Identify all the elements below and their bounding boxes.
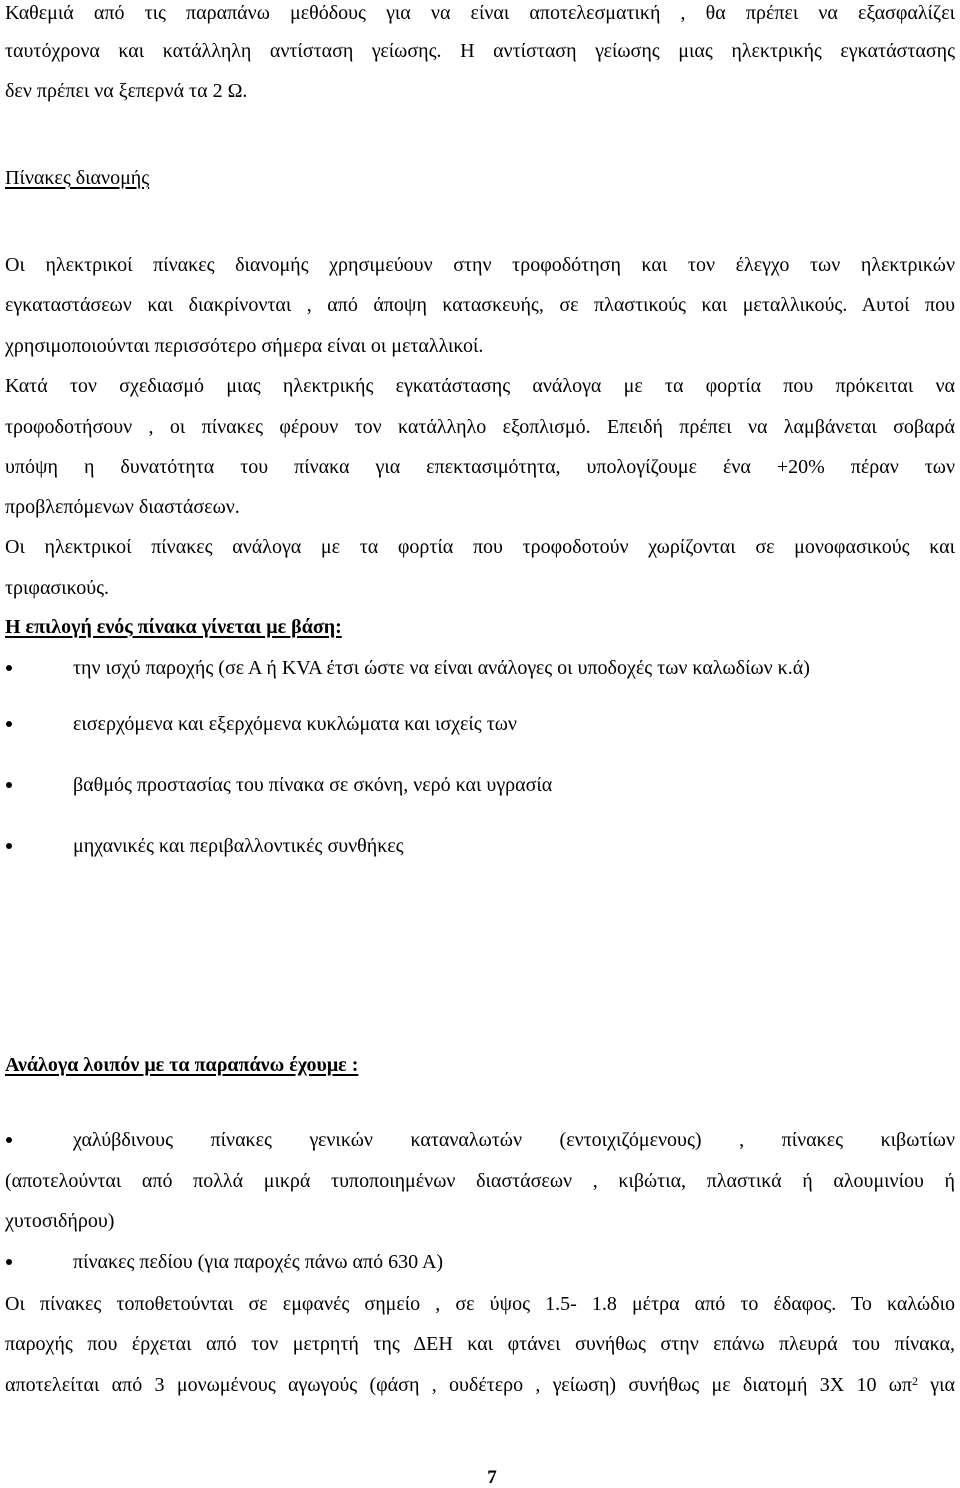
criteria-item-2: εισερχόμενα και εξερχόμενα κυκλώματα και ισχείς των bbox=[73, 713, 517, 735]
intro-line-1: Καθεμιά από τις παραπάνω μεθόδους για να είναι αποτελεσματική , θα πρέπει να εξασφαλίζει bbox=[5, 2, 955, 24]
paragraph-3-line-1: Οι ηλεκτρικοί πίνακες ανάλογα με τα φορτία που τροφοδοτούν χωρίζονται σε μονοφασικούς και bbox=[5, 536, 955, 558]
paragraph-2-line-4: προβλεπόμενων διαστάσεων. bbox=[5, 496, 240, 518]
intro-line-3: δεν πρέπει να ξεπερνά τα 2 Ω. bbox=[5, 80, 248, 102]
types-item-1-line-3: χυτοσιδήρου) bbox=[5, 1210, 115, 1232]
superscript-exponent: 2 bbox=[912, 1374, 918, 1388]
paragraph-2-line-2: τροφοδοτήσουν , οι πίνακες φέρουν τον κατάλληλο εξοπλισμό. Επειδή πρέπει να λαμβάνεται σοβαρά bbox=[5, 416, 955, 438]
closing-paragraph-line-2: παροχής που έρχεται από τον μετρητή της ΔΕΗ και φτάνει συνήθως στην επάνω πλευρά του πίνακα, bbox=[5, 1333, 955, 1355]
criteria-heading-text: Η επιλογή ενός πίνακα γίνεται με βάση: bbox=[5, 616, 342, 638]
types-item-1-line-2: (αποτελούνται από πολλά μικρά τυποποιημένων διαστάσεων , κιβώτια, πλαστικά ή αλουμινίου ή bbox=[5, 1170, 955, 1192]
criteria-heading bbox=[5, 615, 342, 639]
closing-line-end: για bbox=[930, 1374, 955, 1396]
bullet-icon bbox=[6, 1137, 12, 1143]
section-heading-types bbox=[5, 1053, 358, 1077]
section-heading-text: Πίνακες διανομής bbox=[5, 167, 150, 189]
paragraph-1-line-1: Οι ηλεκτρικοί πίνακες διανομής χρησιμεύουν στην τροφοδότηση και τον έλεγχο των ηλεκτρικών bbox=[5, 254, 955, 276]
closing-paragraph-line-1: Οι πίνακες τοποθετούνται σε εμφανές σημείο , σε ύψος 1.5- 1.8 μέτρα από το έδαφος. Το καλώδιο bbox=[5, 1293, 955, 1315]
criteria-item-4: μηχανικές και περιβαλλοντικές συνθήκες bbox=[73, 835, 404, 857]
paragraph-1-line-2: εγκαταστάσεων και διακρίνονται , από άποψη κατασκευής, σε πλαστικούς και μεταλλικούς. Αυτοί που bbox=[5, 294, 955, 316]
bullet-icon bbox=[6, 1259, 12, 1265]
intro-line-2: ταυτόχρονα και κατάλληλη αντίσταση γείωσης. Η αντίσταση γείωσης μιας ηλεκτρικής εγκατάστασης bbox=[5, 40, 955, 62]
bullet-icon bbox=[6, 721, 12, 727]
bullet-icon bbox=[6, 665, 12, 671]
section-heading-distribution bbox=[5, 166, 149, 190]
section-heading-text: Ανάλογα λοιπόν με τα παραπάνω έχουμε : bbox=[5, 1054, 359, 1076]
criteria-item-3: βαθμός προστασίας του πίνακα σε σκόνη, νερό και υγρασία bbox=[73, 774, 553, 796]
paragraph-1-line-3: χρησιμοποιούνται περισσότερο σήμερα είναι οι μεταλλικοί. bbox=[5, 335, 484, 357]
criteria-item-1: την ισχύ παροχής (σε Α ή KVA έτσι ώστε να είναι ανάλογες οι υποδοχές των καλωδίων κ.ά) bbox=[73, 657, 810, 679]
closing-paragraph-line-3 bbox=[5, 1373, 955, 1397]
paragraph-2-line-1: Κατά τον σχεδιασμό μιας ηλεκτρικής εγκατάστασης ανάλογα με τα φορτία που πρόκειται να bbox=[5, 375, 955, 397]
paragraph-2-line-3: υπόψη η δυνατότητα του πίνακα για επεκτασιμότητα, υπολογίζουμε ένα +20% πέραν των bbox=[5, 456, 955, 478]
bullet-icon bbox=[6, 782, 12, 788]
paragraph-3-line-2: τριφασικούς. bbox=[5, 577, 110, 599]
page-number: 7 bbox=[487, 1467, 497, 1488]
closing-line-main: αποτελείται από 3 μονωμένους αγωγούς (φάση , ουδέτερο , γείωση) συνήθως με διατομή 3Χ 10 ωπ bbox=[5, 1374, 912, 1396]
types-item-1-line-1: χαλύβδινους πίνακες γενικών καταναλωτών (εντοιχιζόμενους) , πίνακες κιβωτίων bbox=[73, 1129, 955, 1151]
bullet-icon bbox=[6, 843, 12, 849]
types-item-2: πίνακες πεδίου (για παροχές πάνω από 630 Α) bbox=[73, 1251, 444, 1273]
